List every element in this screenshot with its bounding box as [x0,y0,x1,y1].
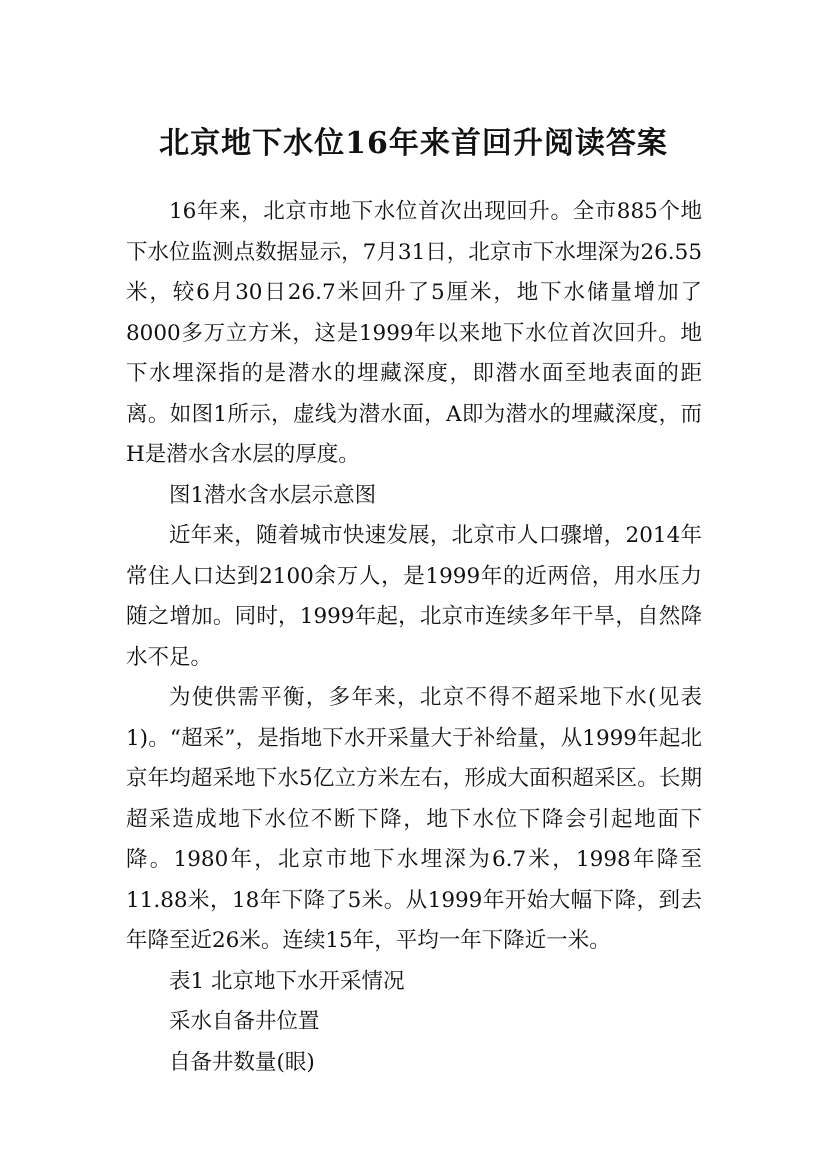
article-body [126,192,702,1083]
table-header-location: 采水自备井位置 [169,1009,320,1034]
page-title: 北京地下水位16年来首回升阅读答案 [159,126,668,162]
paragraph-intro: 16年来，北京市地下水位首次出现回升。全市885个地下水位监测点数据显示，7月31日，北京市下水埋深为26.55米，较6月30日26.7米回升了5厘米，地下水储量增加了8000多万立方米，这是1999年以来地下水位首次回升。地下水埋深指的是潜水的埋藏深度，即潜水面至地表面的距离。如图1所示，虚线为潜水面，A即为潜水的埋藏深度，而H是潜水含水层的厚度。 [126,199,702,467]
figure-caption: 图1潜水含水层示意图 [169,482,377,508]
table-header-count: 自备井数量(眼) [169,1049,315,1075]
paragraph-overextraction: 为使供需平衡，多年来，北京不得不超采地下水(见表1)。“超采”，是指地下水开采量大于补给量，从1999年起北京年均超采地下水5亿立方米左右，形成大面积超采区。长期超采造成地下水位不断下降，地下水位下降会引起地面下降。1980年，北京市地下水埋深为6.7米，1998年降至11.88米，18年下降了5米。从1999年开始大幅下降，到去年降至近26米。连续15年，平均一年下降近一米。 [126,685,702,953]
paragraph-population: 近年来，随着城市快速发展，北京市人口骤增，2014年常住人口达到2100余万人，是1999年的近两倍，用水压力随之增加。同时，1999年起，北京市连续多年干旱，自然降水不足。 [126,523,702,670]
table-caption: 表1 北京地下水开采情况 [169,968,405,994]
